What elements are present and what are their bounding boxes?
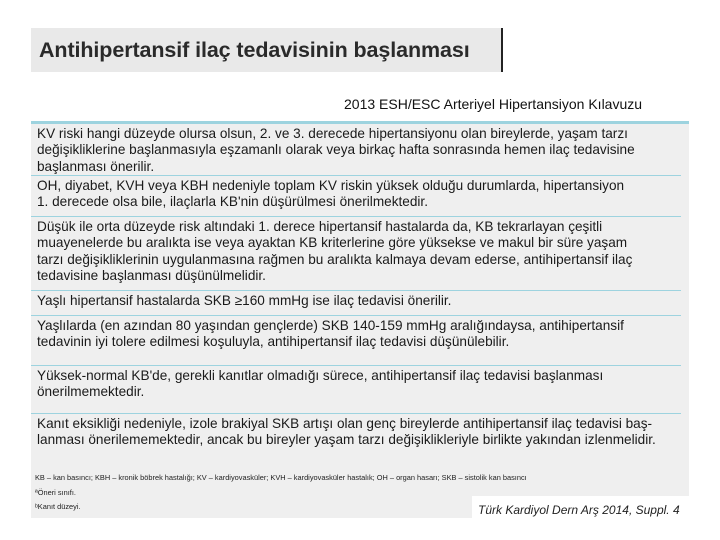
footnote-a: ªÖneri sınıfı. — [35, 488, 76, 497]
table-row: Yüksek-normal KB'de, gerekli kanıtlar olmadığı sürece, antihipertansif ilaç tedavisi başlanması önerilmemektedir. — [31, 366, 681, 414]
guideline-subtitle: 2013 ESH/ESC Arteriyel Hipertansiyon Kılavuzu — [344, 96, 643, 112]
table-row: Kanıt eksikliği nedeniyle, izole brakiyal SKB artışı olan genç bireylerde antihipertansif ilaç tedavisi baş- lanması önerilememektedir, ancak bu bireyler yaşam tarzı değişiklikleriyle birlikte yakından izlenmelidir. — [37, 416, 656, 448]
table-row: Yaşlı hipertansif hastalarda SKB ≥160 mmHg ise ilaç tedavisi önerilir. — [31, 291, 681, 316]
table-row: KV riski hangi düzeyde olursa olsun, 2. ve 3. derecede hipertansiyonu olan bireylerde, yaşam tarzı değişikliklerine başlanmasıyla eşzamanlı olarak veya birkaç hafta sonrasında hemen ilaç tedavisine başlanması önerilir. — [31, 124, 681, 176]
table-row: OH, diyabet, KVH veya KBH nedeniyle toplam KV riskin yüksek olduğu durumlarda, hipertansiyon 1. derecede olsa bile, ilaçlarla KB'nin düşürülmesi önerilmektedir. — [31, 176, 681, 217]
table-row: Yaşlılarda (en azından 80 yaşından gençlerde) SKB 140-159 mmHg aralığındaysa, antihipertansif tedavinin iyi tolere edilmesi koşuluyla, antihipertansif ilaç tedavisi düşünülebilir. — [31, 316, 681, 366]
table-row: Düşük ile orta düzeyde risk altındaki 1. derece hipertansif hastalarda da, KB tekrarlayan çeşitli muayenelerde bu aralıkta ise veya ayaktan KB kriterlerine göre yüksekse ve makul bir süre yaşam tarzı değişikliklerinin uygulanmasına rağmen bu aralıkta kalmaya devam ederse, antihipertansif ilaç tedavisine başlanması düşünülmelidir. — [31, 217, 681, 291]
footnote-b: ᵇKanıt düzeyi. — [35, 502, 81, 511]
recommendations-table — [31, 121, 689, 464]
source-citation: Türk Kardiyol Dern Arş 2014, Suppl. 4 — [472, 496, 689, 522]
title-banner — [31, 28, 503, 72]
page-title: Antihipertansif ilaç tedavisinin başlanması — [39, 38, 470, 62]
abbreviations-note: KB – kan basıncı; KBH – kronik böbrek hastalığı; KV – kardiyovasküler; KVH – kardiyovasküler hastalık; OH – organ hasarı; SKB – sistolik kan basıncı — [35, 473, 527, 482]
